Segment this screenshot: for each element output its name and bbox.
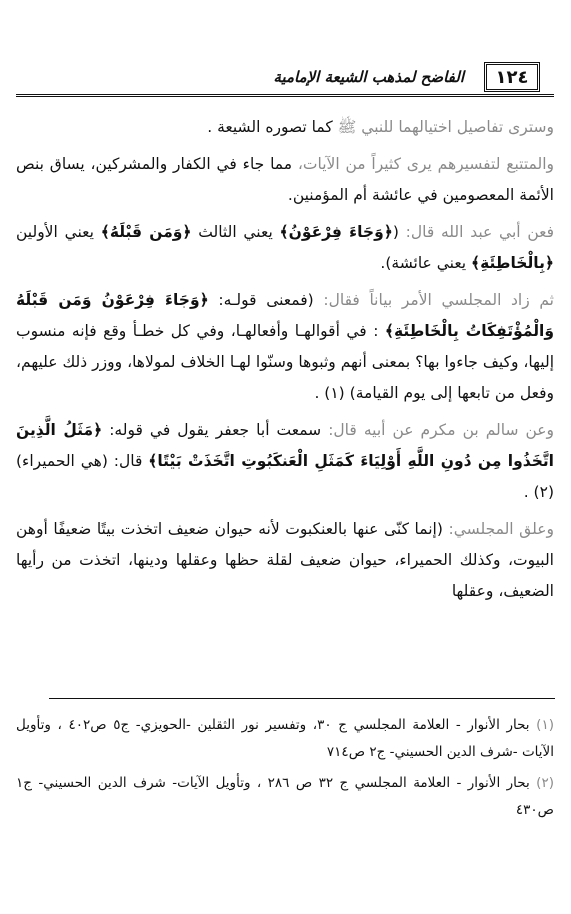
paragraph-text: : في أقوالهـا وأفعالهـا، وفي كل خطـأ وقع فإنه منسوب إليها، وكيف جاءوا بها؟ بمعنى أنهم وثبوها وسنّوا لهـا الخلاف لمولاها، ووزر ذلك عليهم، وفعل من تابعها إلى يوم القيامة) <box>16 322 554 402</box>
paragraph <box>16 217 554 279</box>
footnote-text: بحار الأنوار - العلامة المجلسي ج ٣٠، وتفسير نور الثقلين -الحويزي- ج٥ ص٤٠٢ ، وتأويل الآيات -شرف الدين الحسيني- ج٢ ص٧١٤ <box>16 717 554 760</box>
paragraph-lead: ثم زاد المجلسي الأمر بياناً فقال: <box>323 291 555 309</box>
page-number: ١٢٤ <box>484 62 540 92</box>
paragraph-text: (فمعنى قولـه: <box>208 291 324 309</box>
footnote-ref: (١) . <box>314 384 350 402</box>
paragraph-lead: والمتتبع لتفسيرهم يرى كثيراً من الآيات، <box>297 155 554 173</box>
footnote-divider <box>49 698 555 699</box>
paragraph-lead: وعلق المجلسي: <box>448 520 554 538</box>
quran-verse: ﴿وَجَاءَ فِرْعَوْنُ﴾ <box>279 223 393 241</box>
footnote <box>16 770 554 824</box>
quran-verse: ﴿وَجَاءَ فِرْعَوْنُ وَمَن قَبْلَهُ وَالْمُؤْتَفِكَاتُ بِالْخَاطِئَةِ﴾ <box>16 291 554 340</box>
quran-verse: ﴿بِالْخَاطِئَةِ﴾ <box>471 254 554 272</box>
paragraph-text: يعني عائشة). <box>380 254 472 272</box>
paragraph <box>16 415 554 508</box>
footnote-number: (١) <box>536 717 554 733</box>
paragraph-text: قال: (هي الحميراء) <box>16 452 149 470</box>
running-header <box>16 62 554 96</box>
paragraph <box>16 112 554 143</box>
footnotes <box>16 712 554 828</box>
footnote <box>16 712 554 766</box>
paragraph-lead: وسترى تفاصيل اختيالهما للنبي ﷺ <box>337 118 554 136</box>
main-text <box>16 112 554 613</box>
paragraph <box>16 285 554 409</box>
paragraph-text: يعني الثالث <box>191 223 280 241</box>
paragraph <box>16 149 554 211</box>
paragraph-lead: وعن سالم بن مكرم عن أبيه قال: <box>328 421 554 439</box>
footnote-number: (٢) <box>536 775 554 791</box>
paragraph-text: (إنما كنّى عنها بالعنكبوت لأنه حيوان ضعيف اتخذت بيتًا ضعيفًا أوهن البيوت، وكذلك الحميراء، حيوان ضعيف لقلة حظها وعقلها ودينها، اتخذت من رأيها الضعيف، وعقلها <box>16 520 554 600</box>
running-title: الفاضح لمذهب الشيعة الإمامية <box>273 68 464 86</box>
paragraph-text: يعني الأولين <box>16 223 101 241</box>
paragraph-text: مما جاء في الكفار والمشركين، يساق بنص الأئمة المعصومين في عائشة أم المؤمنين. <box>16 155 554 204</box>
quran-verse: ﴿مَثَلُ الَّذِينَ اتَّخَذُوا مِن دُونِ اللَّهِ أَوْلِيَاءَ كَمَثَلِ الْعَنكَبُوتِ اتَّخَذَتْ بَيْتًا﴾ <box>16 421 554 470</box>
footnote-text: بحار الأنوار - العلامة المجلسي ج ٣٢ ص ٢٨٦ ، وتأويل الآيات- شرف الدين الحسيني- ج١ ص٤٣٠ <box>16 775 554 818</box>
paragraph-lead: فعن أبي عبد الله قال: <box>405 223 555 241</box>
header-rule <box>16 94 554 97</box>
paragraph-text: كما تصوره الشيعة . <box>207 118 338 136</box>
paragraph <box>16 514 554 607</box>
paragraph-text: ( <box>392 223 406 241</box>
quran-verse: ﴿وَمَن قَبْلَهُ﴾ <box>100 223 192 241</box>
footnote-ref: (٢) . <box>523 483 554 501</box>
paragraph-text: سمعت أبا جعفر يقول في قوله: <box>102 421 329 439</box>
